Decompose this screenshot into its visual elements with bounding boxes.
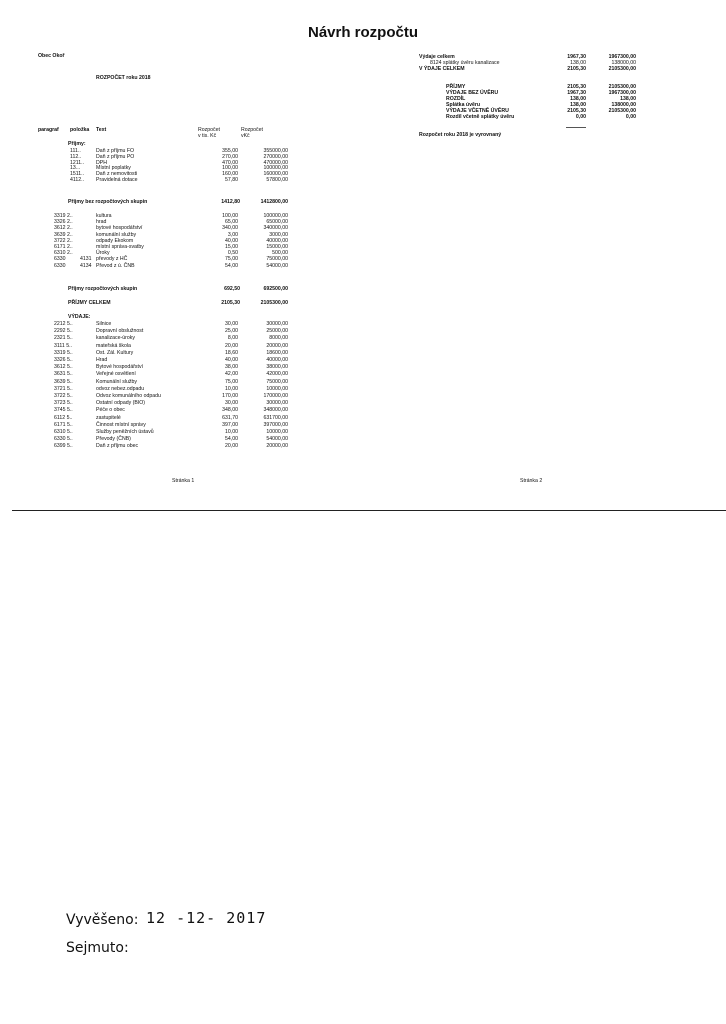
expense-row-text: kanalizace-úroky: [96, 335, 135, 342]
expense-row-czk: 20000,00: [266, 342, 288, 349]
group-row-text: Převod z ú. ČNB: [96, 262, 135, 269]
group-row-paragraf: 6330: [54, 256, 66, 263]
balance-note: Rozpočet roku 2018 je vyrovnaný: [419, 132, 502, 138]
summary-row-czk: 0,00: [625, 114, 636, 120]
expense-row-czk: 631700,00: [263, 414, 288, 421]
expense-row-ths: 30,00: [225, 400, 238, 407]
income-row-czk: 57800,00: [266, 177, 288, 183]
expense-row-paragraf: 3631 5..: [54, 371, 73, 378]
expense-row-ths: 18,60: [225, 349, 238, 356]
expense-row-paragraf: 3745 5..: [54, 407, 73, 414]
group-row-text: odpady Ekokom: [96, 237, 134, 244]
group-row-ths: 40,00: [225, 237, 238, 244]
balance-underline: [566, 127, 586, 128]
expense-row-paragraf: 3612 5..: [54, 364, 73, 371]
group-row-ths: 65,00: [225, 219, 238, 226]
summary-row-ths: 0,00: [575, 114, 586, 120]
group-row-paragraf: 6310 2..: [54, 250, 73, 257]
document-title: Návrh rozpočtu: [307, 24, 418, 41]
group-row-polozka: 4134: [80, 262, 92, 269]
expense-row-czk: 30000,00: [266, 321, 288, 327]
group-row-paragraf: 3319 2..: [54, 213, 73, 219]
expense-total-czk: 2105300,00: [608, 66, 636, 72]
expense-row-text: Odvoz komunálního odpadu: [96, 393, 161, 399]
expense-row-paragraf: 6112 5..: [54, 414, 73, 421]
income-row-polozka: 1211..: [70, 159, 85, 166]
expense-row-ths: 348,00: [222, 407, 238, 414]
group-row-czk: 15000,00: [266, 244, 288, 250]
income-no-group-ths: 1412,80: [221, 199, 240, 205]
income-row-ths: 57,80: [225, 177, 238, 183]
income-row-polozka: 1511..: [70, 171, 85, 178]
group-row-czk: 75000,00: [266, 256, 288, 263]
expense-row-text: Ost. Zál. Kultury: [96, 349, 134, 356]
expense-row-ths: 10,00: [225, 429, 238, 435]
col-header-ths-2: v tis. Kč: [198, 133, 217, 139]
group-row-paragraf: 3326 2..: [54, 219, 73, 226]
expense-total-czk: 1967300,00: [608, 54, 636, 60]
expense-row-ths: 20,00: [225, 342, 238, 349]
group-row-paragraf: 3639 2..: [54, 231, 73, 238]
expense-row-paragraf: 3723 5..: [54, 400, 73, 407]
income-row-ths: 470,00: [222, 159, 238, 166]
posted-date: 12 -12- 2017: [146, 909, 267, 927]
expense-row-czk: 40000,00: [266, 357, 288, 363]
expense-row-text: Dopravní obslužnost: [96, 328, 144, 335]
expense-row-ths: 10,00: [225, 385, 238, 392]
income-row-text: Pravidelná dotace: [96, 177, 138, 183]
expense-row-paragraf: 2321 5..: [54, 335, 73, 342]
summary-row-label: Rozdíl včetně splátky úvěru: [446, 114, 515, 120]
group-row-text: Úroky: [96, 250, 110, 257]
expense-row-text: Péče o obec: [96, 407, 125, 414]
expense-row-czk: 10000,00: [266, 385, 288, 392]
summary-row-ths: 1967,30: [567, 90, 586, 96]
group-row-ths: 340,00: [222, 225, 238, 232]
group-row-ths: 0,50: [227, 250, 238, 257]
expense-row-paragraf: 3326 5..: [54, 357, 73, 363]
income-row-text: Místní poplatky: [96, 165, 131, 172]
group-total-label: Příjmy rozpočtových skupin: [68, 286, 138, 292]
group-row-ths: 15,00: [225, 244, 238, 250]
expense-row-paragraf: 3722 5..: [54, 393, 73, 399]
group-total-czk: 692500,00: [263, 286, 288, 292]
org-name: Obec Okoř: [38, 53, 65, 59]
income-total-czk: 2105300,00: [260, 300, 288, 306]
income-row-text: Daň z příjmu FO: [96, 148, 135, 154]
group-row-paragraf: 6330: [54, 262, 66, 269]
summary-row-ths: 138,00: [570, 102, 586, 108]
summary-row-czk: 138,00: [620, 96, 636, 102]
income-row-text: Daň z příjmu PO: [96, 153, 135, 160]
income-row-ths: 355,00: [222, 148, 238, 154]
expense-row-czk: 25000,00: [266, 328, 288, 335]
expense-row-ths: 20,00: [225, 443, 238, 450]
summary-row-label: VÝDAJE BEZ ÚVĚRU: [446, 90, 499, 96]
group-row-ths: 3,00: [227, 231, 238, 238]
expense-row-text: Bytové hospodářství: [96, 364, 144, 371]
expense-row-ths: 75,00: [225, 378, 238, 385]
group-row-czk: 500,00: [272, 250, 288, 257]
expense-total-czk: 138000,00: [611, 60, 636, 66]
expense-total-label: V ÝDAJE CELKEM: [419, 66, 465, 72]
income-row-czk: 470000,00: [263, 159, 288, 166]
group-row-czk: 3000,00: [269, 231, 288, 238]
income-no-group-label: Příjmy bez rozpočtových skupin: [68, 199, 148, 205]
col-header-text: Text: [96, 127, 107, 133]
income-row-czk: 355000,00: [263, 148, 288, 154]
expense-row-ths: 30,00: [225, 321, 238, 327]
group-row-text: hrad: [96, 219, 107, 226]
summary-row-czk: 1967300,00: [608, 90, 636, 96]
expense-row-paragraf: 3639 5..: [54, 378, 73, 385]
group-row-polozka: 4131: [80, 256, 92, 263]
expense-row-text: zastupitelé: [96, 414, 121, 421]
col-header-ths-1: Rozpočet: [198, 127, 220, 133]
summary-row-ths: 138,00: [570, 96, 586, 102]
expense-row-text: odvoz nebez.odpadu: [96, 385, 145, 392]
expense-row-text: Komunální služby: [96, 378, 137, 385]
expense-row-paragraf: 6399 5..: [54, 443, 73, 450]
page-divider: [12, 510, 726, 511]
posted-label: Vyvěšeno:: [66, 912, 139, 928]
income-row-polozka: 111..: [70, 148, 81, 154]
expense-row-ths: 40,00: [225, 357, 238, 363]
expense-row-ths: 397,00: [222, 421, 238, 428]
expense-row-text: Silnice: [96, 321, 112, 327]
expense-row-text: Hrad: [96, 357, 108, 363]
expense-row-czk: 75000,00: [266, 378, 288, 385]
summary-row-label: PŘÍJMY: [446, 84, 466, 90]
group-row-paragraf: 3612 2..: [54, 225, 73, 232]
expense-row-czk: 18600,00: [266, 349, 288, 356]
summary-row-label: VÝDAJE VČETNĚ ÚVĚRU: [446, 108, 509, 114]
expense-row-czk: 54000,00: [266, 436, 288, 443]
group-total-ths: 692,50: [224, 286, 240, 292]
expense-row-ths: 631,70: [222, 414, 238, 421]
summary-row-czk: 138000,00: [611, 102, 636, 108]
expense-row-ths: 170,00: [222, 393, 238, 399]
budget-subtitle: ROZPOČET roku 2018: [96, 75, 151, 81]
expense-row-paragraf: 6330 5..: [54, 436, 73, 443]
expense-row-text: Daň z příjmu obec: [96, 443, 139, 450]
expense-row-paragraf: 6310 5..: [54, 429, 73, 435]
income-row-czk: 160000,00: [263, 171, 288, 178]
expense-heading: VÝDAJE:: [68, 314, 91, 320]
income-row-text: DPH: [96, 159, 107, 166]
summary-row-label: ROZDÍL: [446, 96, 466, 102]
expense-row-czk: 20000,00: [266, 443, 288, 450]
income-row-ths: 160,00: [222, 171, 238, 178]
expense-row-czk: 8000,00: [269, 335, 288, 342]
expense-row-czk: 170000,00: [263, 393, 288, 399]
group-row-text: převody z HČ: [96, 256, 128, 263]
income-no-group-czk: 1412800,00: [260, 199, 288, 205]
expense-row-text: Ostatní odpady (BIO): [96, 400, 146, 407]
group-row-paragraf: 6171 2..: [54, 244, 73, 250]
group-row-czk: 65000,00: [266, 219, 288, 226]
expense-row-text: Převody (ČNB): [96, 436, 131, 443]
removed-label: Sejmuto:: [66, 940, 129, 956]
summary-row-label: Splátka úvěru: [446, 102, 481, 108]
group-row-text: komunální služby: [96, 231, 137, 238]
summary-row-ths: 2105,30: [567, 108, 586, 114]
expense-row-ths: 8,00: [227, 335, 238, 342]
col-header-czk-1: Rozpočet: [241, 127, 263, 133]
group-row-text: kultura: [96, 213, 112, 219]
expense-total-ths: 138,00: [570, 60, 586, 66]
expense-row-czk: 30000,00: [266, 400, 288, 407]
expense-row-ths: 42,00: [225, 371, 238, 378]
expense-total-label: Výdaje celkem: [419, 54, 455, 60]
income-row-text: Daň z nemovitosti: [96, 171, 138, 178]
expense-row-ths: 54,00: [225, 436, 238, 443]
income-row-polozka: 112..: [70, 153, 82, 160]
income-row-czk: 100000,00: [263, 165, 288, 172]
col-header-czk-2: vKč: [241, 133, 250, 139]
group-row-czk: 340000,00: [263, 225, 288, 232]
group-row-text: bytové hospodářství: [96, 225, 143, 232]
summary-row-czk: 2105300,00: [608, 108, 636, 114]
group-row-ths: 54,00: [225, 262, 238, 269]
expense-row-text: Činnost místní správy: [96, 421, 146, 428]
income-total-label: PŘÍJMY CELKEM: [68, 300, 111, 306]
income-row-ths: 270,00: [222, 153, 238, 160]
summary-row-czk: 2105300,00: [608, 84, 636, 90]
income-row-polozka: 13...: [70, 165, 81, 172]
group-row-ths: 100,00: [222, 213, 238, 219]
summary-row-ths: 2105,30: [567, 84, 586, 90]
expense-row-czk: 42000,00: [266, 371, 288, 378]
group-row-text: místní správa-svatby: [96, 244, 144, 250]
expense-row-paragraf: 6171 5..: [54, 421, 73, 428]
col-header-paragraf: paragraf: [38, 127, 59, 133]
col-header-polozka: položka: [70, 127, 90, 133]
expense-row-paragraf: 3721 5..: [54, 385, 73, 392]
group-row-ths: 75,00: [225, 256, 238, 263]
income-row-ths: 100,00: [222, 165, 238, 172]
income-row-polozka: 4112..: [70, 177, 85, 183]
expense-row-czk: 38000,00: [266, 364, 288, 371]
expense-total-label: 8124 splátky úvěru kanalizace: [430, 60, 500, 66]
left-page-footer: Stránka 1: [172, 478, 195, 484]
right-page-footer: Stránka 2: [520, 478, 543, 484]
expense-row-paragraf: 3111 5..: [54, 342, 72, 349]
group-row-czk: 54000,00: [266, 262, 288, 269]
expense-row-czk: 397000,00: [263, 421, 288, 428]
group-row-czk: 100000,00: [263, 213, 288, 219]
expense-row-paragraf: 3319 5..: [54, 349, 73, 356]
expense-row-czk: 348000,00: [263, 407, 288, 414]
expense-row-czk: 10000,00: [266, 429, 288, 435]
income-total-ths: 2105,30: [221, 300, 240, 306]
group-row-paragraf: 3722 2..: [54, 237, 73, 244]
expense-total-ths: 1967,30: [567, 54, 586, 60]
expense-row-paragraf: 2212 5..: [54, 321, 73, 327]
expense-total-ths: 2105,30: [567, 66, 586, 72]
income-row-czk: 270000,00: [263, 153, 288, 160]
expense-row-text: Veřejné osvětlení: [96, 371, 136, 378]
expense-row-ths: 25,00: [225, 328, 238, 335]
expense-row-text: mateřská škola: [96, 342, 131, 349]
group-row-czk: 40000,00: [266, 237, 288, 244]
expense-row-ths: 38,00: [225, 364, 238, 371]
income-heading: Příjmy:: [68, 141, 86, 147]
expense-row-paragraf: 2292 5..: [54, 328, 73, 335]
expense-row-text: Služby peněžních ústavů: [96, 429, 154, 435]
